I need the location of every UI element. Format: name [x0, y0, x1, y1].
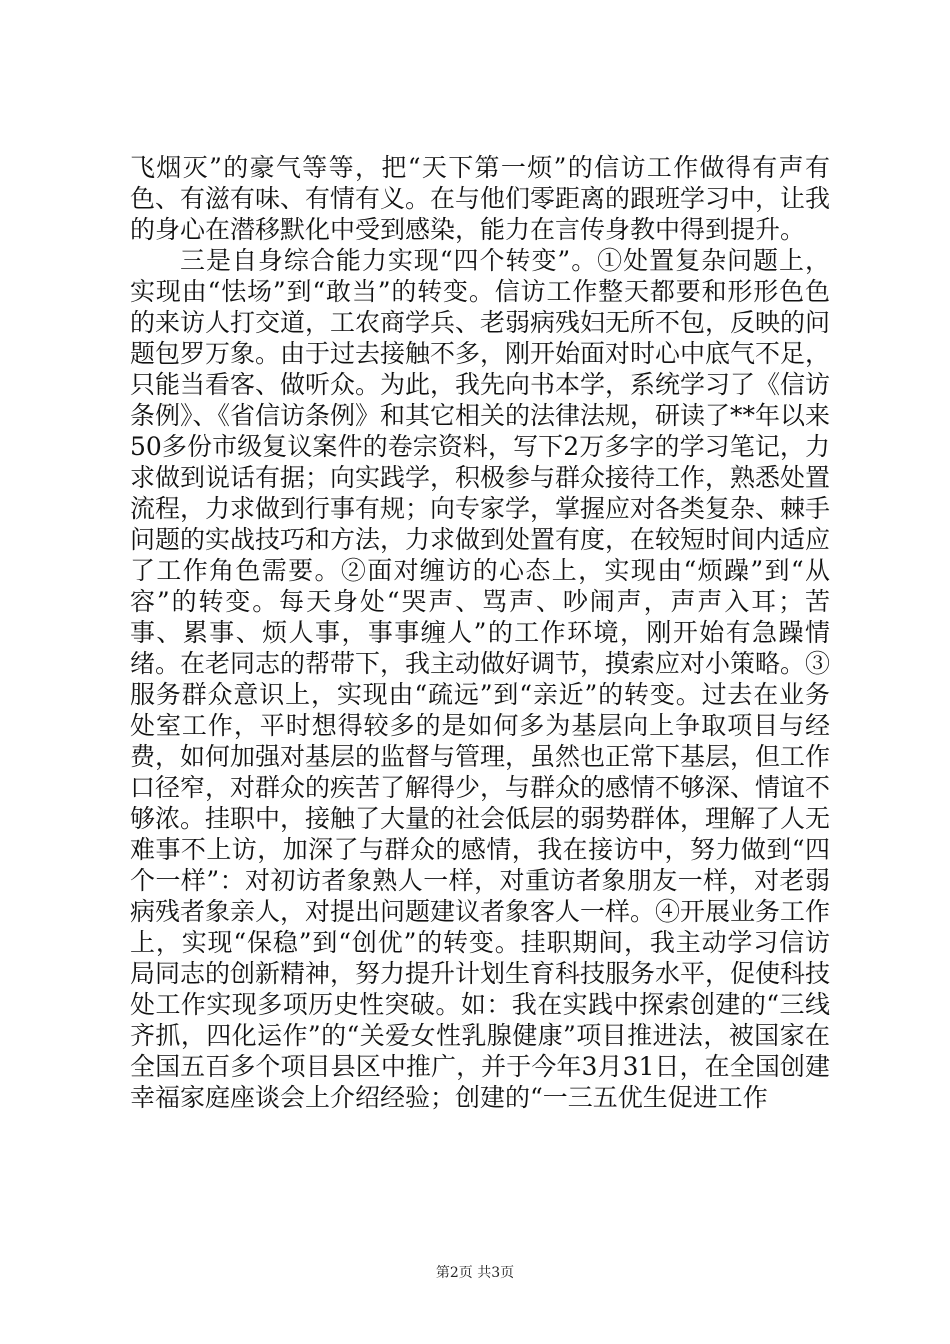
paragraph-continuation: 飞烟灭”的豪气等等，把“天下第一烦”的信访工作做得有声有色、有滋有味、有情有义。在与他们零距离的跟班学习中，让我的身心在潜移默化中受到感染，能力在言传身教中得到提升。: [130, 153, 831, 244]
document-body: [130, 152, 830, 1113]
page-footer: [0, 1262, 950, 1282]
paragraph-four-transformations: 三是自身综合能力实现“四个转变”。①处置复杂问题上，实现由“怯场”到“敢当”的转变。信访工作整天都要和形形色色的来访人打交道，工农商学兵、老弱病残妇无所不包，反映的问题包罗万象。由于过去接触不多，刚开始面对时心中底气不足，只能当看客、做听众。为此，我先向书本学，系统学习了《信访条例》、《省信访条例》和其它相关的法律法规，研读了**年以来50多份市级复议案件的卷宗资料，写下2万多字的学习笔记，力求做到说话有据；向实践学，积极参与群众接待工作，熟悉处置流程，力求做到行事有规；向专家学，掌握应对各类复杂、棘手问题的实战技巧和方法，力求做到处置有度，在较短时间内适应了工作角色需要。②面对缠访的心态上，实现由“烦躁”到“从容”的转变。每天身处“哭声、骂声、吵闹声，声声入耳；苦事、累事、烦人事，事事缠人”的工作环境，刚开始有急躁情绪。在老同志的帮带下，我主动做好调节，摸索应对小策略。③服务群众意识上，实现由“疏远”到“亲近”的转变。过去在业务处室工作，平时想得较多的是如何多为基层向上争取项目与经费，如何加强对基层的监督与管理，虽然也正常下基层，但工作口径窄，对群众的疾苦了解得少，与群众的感情不够深、情谊不够浓。挂职中，接触了大量的社会低层的弱势群体，理解了人无难事不上访，加深了与群众的感情，我在接访中，努力做到“四个一样”：对初访者象熟人一样，对重访者象朋友一样，对老弱病残者象亲人，对提出问题建议者象客人一样。④开展业务工作上，实现“保稳”到“创优”的转变。挂职期间，我主动学习信访局同志的创新精神，努力提升计划生育科技服务水平，促使科技处工作实现多项历史性突破。如：我在实践中探索创建的“三线齐抓，四化运作”的“关爱女性乳腺健康”项目推进法，被国家在全国五百多个项目县区中推广，并于今年3月31日，在全国创建幸福家庭座谈会上介绍经验；创建的“一三五优生促进工作: [130, 246, 831, 1112]
page-number-label: 第2页 共3页: [435, 1265, 515, 1281]
